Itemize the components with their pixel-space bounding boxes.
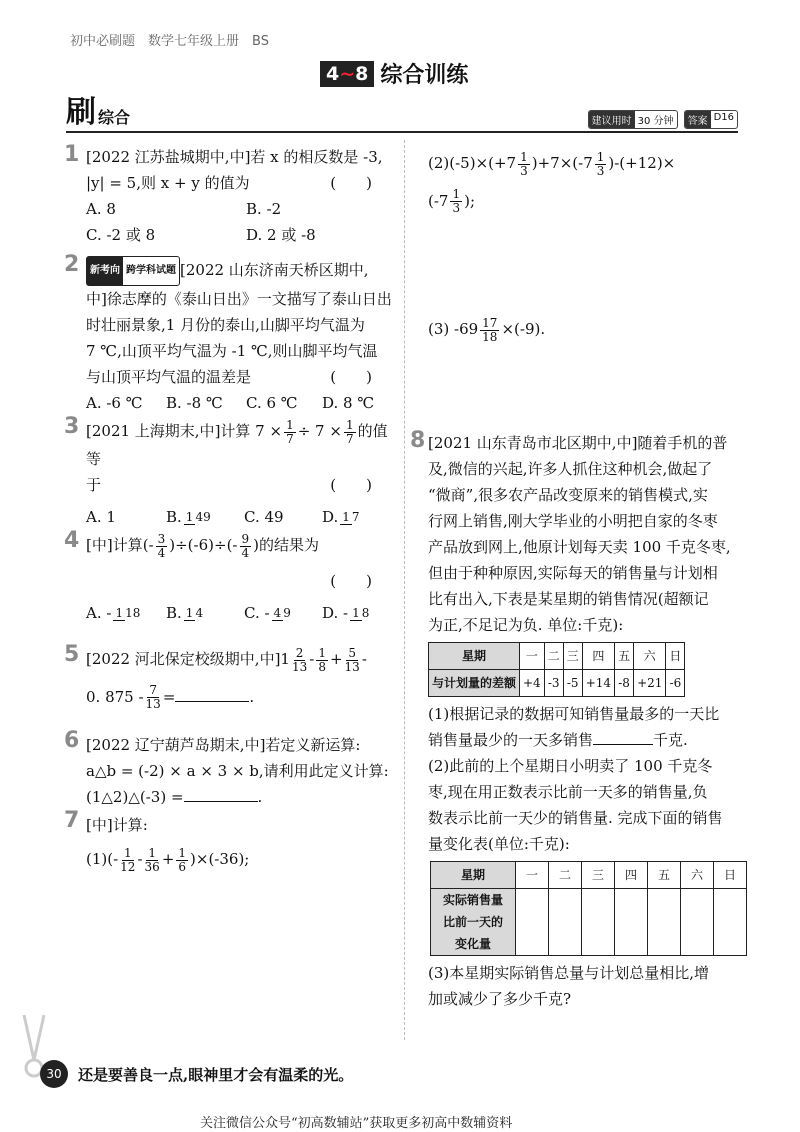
question-number: 3 xyxy=(64,414,80,439)
question-1: [2022 江苏盐城期中,中]若 x 的相反数是 -3, |y| = 5,则 x + y 的值为 ( ) A. 8 B. -2 C. -2 或 8 D. 2 或 -8 xyxy=(86,148,383,244)
question-2: 新考向 跨学科试题 [2022 山东济南天桥区期中, 中]徐志摩的《泰山日出》一文描写了泰山日出 时壮丽景象,1 月份的泰山,山脚平均气温为 7 ℃,山顶平均气温为 -1 ℃,则山脚平均气温 与山顶平均气温的温差是 ( ) A. -6 ℃ B. -8 ℃ C. 6 ℃ D. 8 ℃ xyxy=(86,256,392,416)
motto-text: 还是要善良一点,眼神里才会有温柔的光。 xyxy=(78,1066,354,1084)
question-6: [2022 辽宁葫芦岛期末,中]若定义新运算: a△b = (-2) × a × 3 × b,请利用此定义计算: (1△2)△(-3) = . xyxy=(86,736,389,806)
answer-label: 答案 xyxy=(685,111,711,128)
chapter-title xyxy=(320,58,468,89)
answer-value: D16 xyxy=(713,112,734,123)
question-number: 4 xyxy=(64,528,80,553)
question-7-part-3: (3) -69 $\frac{17}{18}$ ×(-9). xyxy=(428,315,546,344)
diff-table: 星期 一 二 三 四 五 六 日 与计划量的差额 +4 -3 -5 +14 -8 +21 -6 xyxy=(428,642,685,697)
section-name: 综合 xyxy=(98,108,131,127)
question-number: 6 xyxy=(64,728,80,753)
question-4: [中]计算(- $\frac{3}{4}$ )÷(-6)÷(- $\frac{9}{4}$ )的结果为 ( ) A. - 1 18 B. 1 4 C. - 4 9 D. - 1 8 xyxy=(86,531,372,622)
question-number: 8 xyxy=(410,428,426,453)
fraction: $\frac{1}{7}$ xyxy=(286,417,294,446)
question-7-part-2: (2)(-5)×(+7 $\frac{1}{3}$ )+7×(-7 $\frac{1}{3}$ )-(+12)× (-7 $\frac{1}{3}$ ); xyxy=(428,149,676,215)
question-5: [2022 河北保定校级期中,中]1 $\frac{2}{13}$ - $\frac{1}{8}$ + $\frac{5}{13}$ - 0. 875 - $\frac{7}{13}$ = . xyxy=(86,645,367,711)
footer-note: 关注微信公众号“初高数辅站”获取更多初高中数辅资料 xyxy=(200,1116,513,1131)
question-number: 5 xyxy=(64,642,80,667)
page-title: 综合训练 xyxy=(380,63,469,88)
page-number: 30 xyxy=(40,1060,68,1088)
question-7: [中]计算: (1)(- $\frac{1}{12}$ - $\frac{1}{36}$ + $\frac{1}{6}$ )×(-36); xyxy=(86,816,250,874)
time-label: 建议用时 xyxy=(589,111,635,128)
new-trend-tag: 新考向 跨学科试题 xyxy=(86,256,180,286)
fraction: $\frac{1}{7}$ xyxy=(345,417,354,446)
chapter-badge: 4~8 xyxy=(320,61,374,87)
section-heading xyxy=(66,95,131,130)
answer-blank[interactable] xyxy=(184,787,258,802)
answer-blank[interactable] xyxy=(593,730,653,745)
question-3: [2021 上海期末,中]计算 7 × $\frac{1}{7}$ ÷ 7 × $\frac{1}{7}$ 的值等 于 ( ) A. 1 B. 1 49 C. 49 D. 1 7 xyxy=(86,417,388,526)
time-info xyxy=(588,110,738,129)
answer-blank[interactable] xyxy=(175,687,249,702)
question-number: 2 xyxy=(64,252,80,277)
header-rule xyxy=(66,131,738,133)
section-mark: 刷 xyxy=(66,95,96,130)
book-header: 初中必刷题 数学七年级上册 BS xyxy=(70,34,269,49)
question-number: 7 xyxy=(64,808,80,833)
time-value: 30 分钟 xyxy=(637,116,674,127)
question-number: 1 xyxy=(64,142,80,167)
question-8: [2021 山东青岛市北区期中,中]随着手机的普 及,微信的兴起,许多人抓住这种机会,做起了 “微商”,很多农产品改变原来的销售模式,实 行网上销售,刚大学毕业的小明把自家的冬枣 产品放到网上,他原计划每天卖 100 千克冬枣, 但由于种种原因,实际每天的销售量与计划相 比有出入,下表是某星期的销售情况(超额记 为正,不足记为负. 单位:千克): 星期 一 二 三 四 五 六 日 与计划量的差额 +4 -3 -5 +14 -8 +21 -6 (1)根据记录的数据可知销售量最多的一天比 销售量最少的一天多销售 千克. (2)此前的上个星期日小明卖了 100 千克冬 枣,现在用正数表示比前一天多的销售量,负 数表示比前一天少的销售量. 完成下面的销售 量变化表(单位:千克): 星期 一 二 三 四 五 六 日 实际销售量 比前一天的 变化量 (3)本星期实际销售总量与计划总量相比,增 加或减少了多少千克? xyxy=(428,430,754,1012)
column-divider xyxy=(404,140,405,1040)
change-table: 星期 一 二 三 四 五 六 日 实际销售量 比前一天的 变化量 xyxy=(430,861,747,956)
